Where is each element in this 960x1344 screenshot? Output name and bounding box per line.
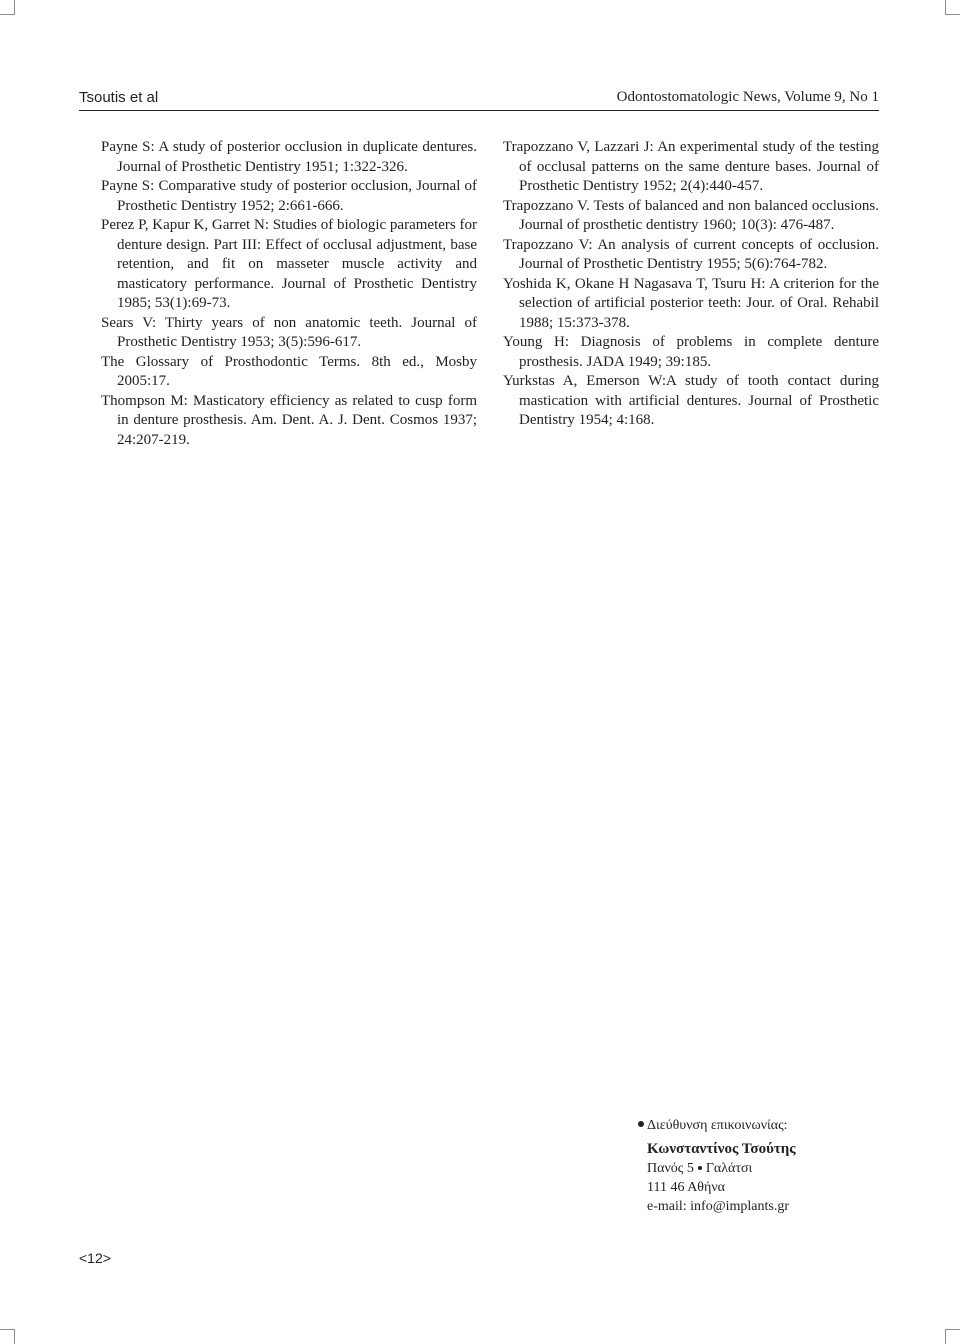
references-right-column <box>503 138 879 431</box>
bullet-icon <box>638 1121 644 1127</box>
contact-district: Γαλάτσι <box>705 1161 753 1176</box>
reference-item: The Glossary of Prosthodontic Terms. 8th ed., Mosby 2005:17. <box>101 353 477 389</box>
reference-item: Sears V: Thirty years of non anatomic teeth. Journal of Prosthetic Dentistry 1953; 3(5):596-617. <box>101 314 477 350</box>
crop-mark-bottom-right <box>945 1329 960 1344</box>
contact-postal: 111 46 Αθήνα <box>647 1180 725 1195</box>
contact-block <box>638 1116 796 1216</box>
reference-item: Thompson M: Masticatory efficiency as related to cusp form in denture prosthesis. Am. Dent. A. J. Dent. Cosmos 1937; 24:207-219. <box>101 392 477 448</box>
reference-item: Yurkstas A, Emerson W:A study of tooth contact during mastication with artificial dentures. Journal of Prosthetic Dentistry 1954; 4:168. <box>503 373 879 428</box>
crop-mark-bottom-left <box>0 1329 15 1344</box>
reference-item: Trapozzano V, Lazzari J: An experimental study of the testing of occlusal patterns on the same denture bases. Journal of Prosthetic Dentistry 1952; 2(4):440-457. <box>503 139 879 194</box>
contact-heading <box>638 1116 796 1135</box>
page-number: <12> <box>79 1250 111 1266</box>
contact-heading-text: Διεύθυνση επικοινωνίας: <box>647 1118 788 1133</box>
contact-street: Πανός 5 <box>647 1161 694 1176</box>
contact-email: e-mail: info@implants.gr <box>647 1199 789 1214</box>
header-authors: Tsoutis et al <box>79 89 159 106</box>
reference-item: Yoshida K, Okane H Nagasava T, Tsuru H: A criterion for the selection of artificial posterior teeth: Jour. of Oral. Rehabil 1988; 15:373-378. <box>503 275 879 331</box>
reference-item: Payne S: Comparative study of posterior occlusion, Journal of Prosthetic Dentistry 1952; 2:661-666. <box>101 178 477 214</box>
reference-item: Trapozzano V: An analysis of current concepts of occlusion. Journal of Prosthetic Dentistry 1955; 5(6):764-782. <box>503 236 879 272</box>
reference-item: Trapozzano V. Tests of balanced and non balanced occlusions. Journal of prosthetic dentistry 1960; 10(3): 476-487. <box>503 197 879 233</box>
reference-item: Payne S: A study of posterior occlusion in duplicate dentures. Journal of Prosthetic Dentistry 1951; 1:322-326. <box>101 139 477 175</box>
references-left-column <box>101 138 477 450</box>
crop-mark-top-right <box>945 0 960 15</box>
bullet-separator-icon <box>698 1166 702 1170</box>
reference-item: Young H: Diagnosis of problems in complete denture prosthesis. JADA 1949; 39:185. <box>503 334 879 370</box>
reference-item: Perez P, Kapur K, Garret N: Studies of biologic parameters for denture design. Part III: Effect of occlusal adjustment, base retention, and fit on masseter muscle activity and masticatory performance. Journal of Prosthetic Dentistry 1985; 53(1):69-73. <box>101 217 477 311</box>
contact-name: Κωνσταντίνος Τσούτης <box>647 1141 796 1157</box>
contact-address <box>638 1159 796 1178</box>
crop-mark-top-left <box>0 0 15 15</box>
running-header <box>79 88 879 111</box>
header-journal: Odontostomatologic News, Volume 9, No 1 <box>616 89 879 105</box>
